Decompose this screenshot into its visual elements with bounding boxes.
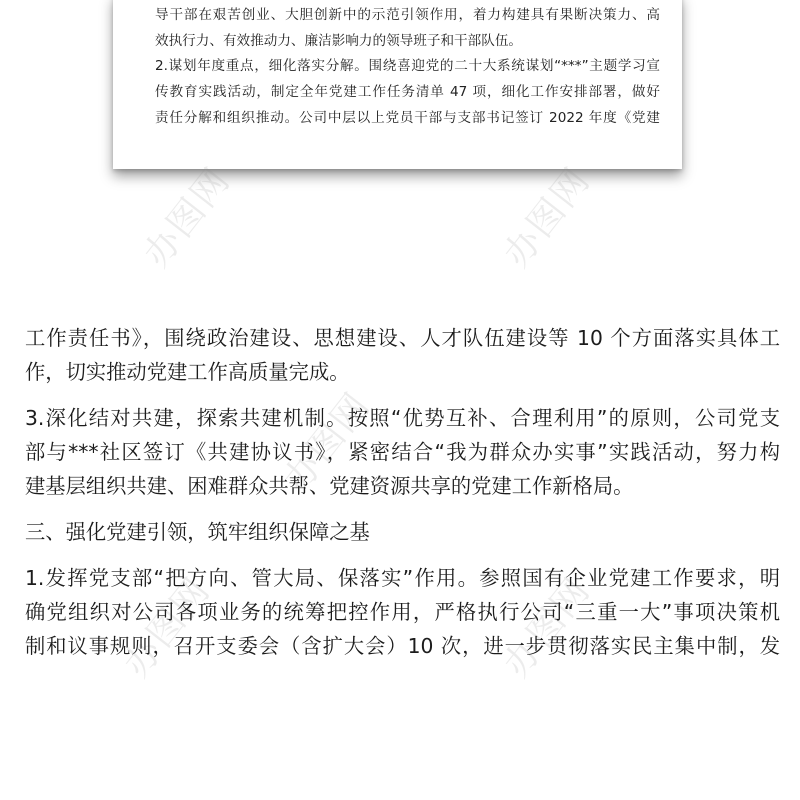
preview-line: 导干部在艰苦创业、大胆创新中的示范引领作用，着力构建具有果断决策力、高 <box>155 7 660 23</box>
body-line: 制和议事规则，召开支委会（含扩大会）10 次，进一步贯彻落实民主集中制，发 <box>25 634 780 658</box>
embedded-document-preview <box>113 0 682 169</box>
body-line: 3.深化结对共建，探索共建机制。按照“优势互补、合理利用”的原则，公司党支 <box>25 406 780 430</box>
section-heading: 三、强化党建引领，筑牢组织保障之基 <box>25 520 370 544</box>
watermark: 办图网 <box>276 384 379 500</box>
watermark: 办图网 <box>496 159 599 275</box>
preview-line: 传教育实践活动，制定全年党建工作任务清单 47 项，细化工作安排部署，做好 <box>155 84 660 101</box>
preview-text <box>155 3 660 132</box>
body-paragraph <box>25 401 780 503</box>
preview-line: 责任分解和组织推动。公司中层以上党员干部与支部书记签订 2022 年度《党建 <box>155 109 660 126</box>
body-paragraph <box>25 321 780 389</box>
document-body <box>25 321 780 675</box>
watermark: 办图网 <box>116 569 219 685</box>
body-line: 建基层组织共建、困难群众共帮、党建资源共享的党建工作新格局。 <box>25 474 634 498</box>
body-line: 1.发挥党支部“把方向、管大局、保落实”作用。参照国有企业党建工作要求，明 <box>25 566 780 590</box>
body-line: 部与***社区签订《共建协议书》，紧密结合“我为群众办实事”实践活动，努力构 <box>25 440 780 464</box>
body-paragraph <box>25 561 780 663</box>
body-line: 确党组织对公司各项业务的统筹把控作用，严格执行公司“三重一大”事项决策机 <box>25 600 780 624</box>
body-line: 工作责任书》，围绕政治建设、思想建设、人才队伍建设等 10 个方面落实具体工 <box>25 326 780 350</box>
watermark: 办图网 <box>136 159 239 275</box>
preview-line: 效执行力、有效推动力、廉洁影响力的领导班子和干部队伍。 <box>155 32 523 49</box>
watermark: 办图网 <box>496 569 599 685</box>
body-line: 作，切实推动党建工作高质量完成。 <box>25 360 350 384</box>
preview-line: 2.谋划年度重点，细化落实分解。围绕喜迎党的二十大系统谋划“***”主题学习宣 <box>155 58 660 75</box>
